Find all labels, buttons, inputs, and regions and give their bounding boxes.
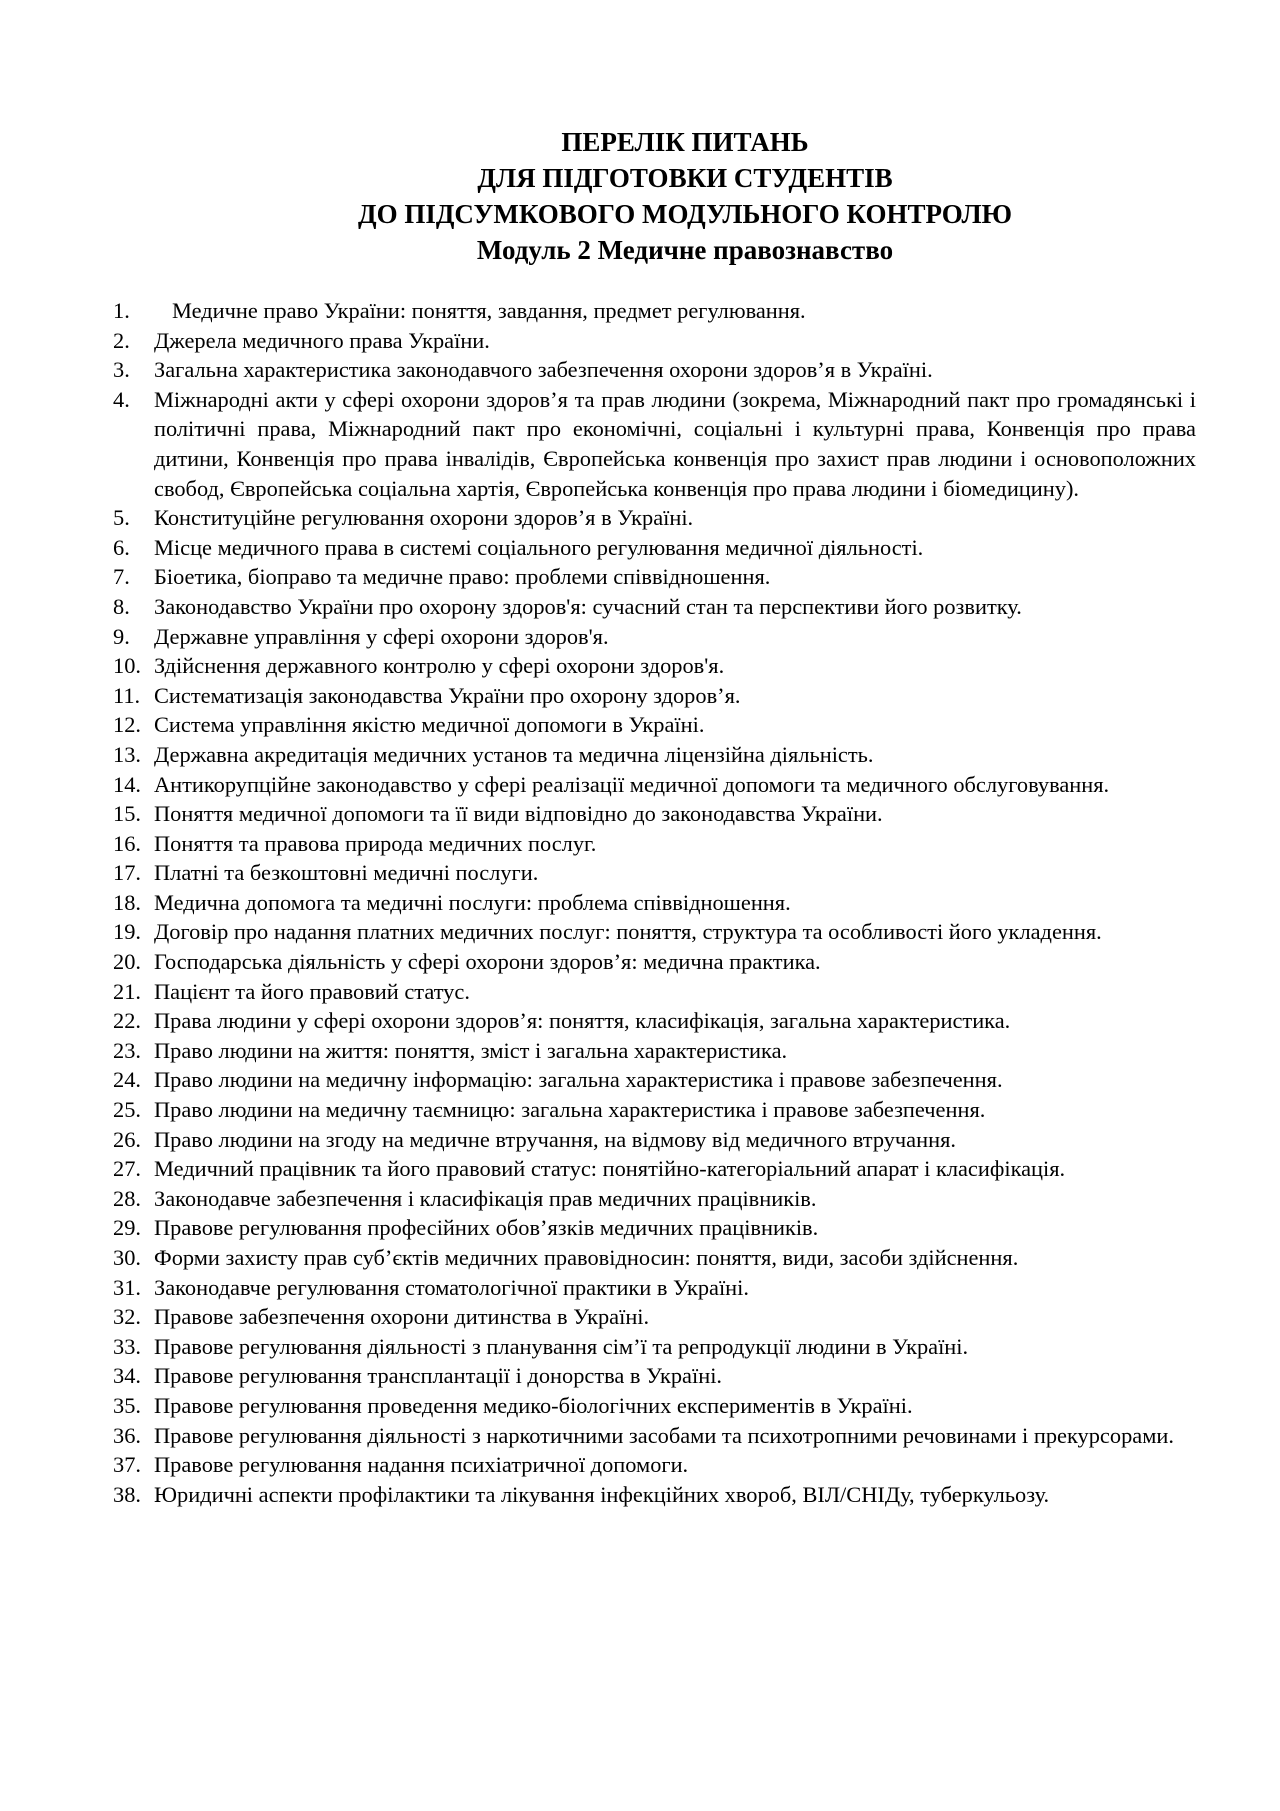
question-number: 18.	[113, 889, 141, 915]
question-item	[113, 1125, 1196, 1155]
question-item	[113, 710, 1196, 740]
question-text: Здійснення державного контролю у сфері охорони здоров'я.	[154, 653, 725, 679]
question-item	[113, 947, 1196, 977]
question-item	[113, 326, 1196, 356]
module-subtitle: Модуль 2 Медичне правознавство	[476, 235, 894, 265]
question-item	[113, 385, 1196, 503]
question-item	[113, 1243, 1196, 1273]
question-number: 24.	[113, 1067, 141, 1093]
question-text: Система управління якістю медичної допомоги в Україні.	[154, 712, 705, 738]
question-number: 9.	[113, 623, 130, 649]
question-number: 26.	[113, 1126, 141, 1152]
question-text: Правове регулювання діяльності з наркотичними засобами та психотропними речовинами і прекурсорами.	[154, 1422, 1174, 1448]
question-item	[113, 1006, 1196, 1036]
question-number: 12.	[113, 712, 141, 738]
question-number: 22.	[113, 1008, 141, 1034]
question-item	[113, 1095, 1196, 1125]
question-number: 17.	[113, 860, 141, 886]
question-text: Договір про надання платних медичних послуг: поняття, структура та особливості його укладення.	[154, 919, 1102, 945]
question-number: 38.	[113, 1481, 141, 1507]
question-text: Господарська діяльність у сфері охорони здоров’я: медична практика.	[154, 949, 821, 975]
question-number: 33.	[113, 1333, 141, 1359]
question-item	[113, 1361, 1196, 1391]
question-number: 8.	[113, 593, 130, 619]
question-item	[113, 651, 1196, 681]
question-item	[113, 533, 1196, 563]
question-item	[113, 1332, 1196, 1362]
question-number: 20.	[113, 949, 141, 975]
question-item	[113, 681, 1196, 711]
question-text: Джерела медичного права України.	[154, 327, 490, 353]
question-item	[113, 1273, 1196, 1303]
question-text: Поняття медичної допомоги та її види відповідно до законодавства України.	[154, 801, 883, 827]
question-item	[113, 1213, 1196, 1243]
question-number: 36.	[113, 1422, 141, 1448]
question-number: 28.	[113, 1185, 141, 1211]
question-item	[113, 622, 1196, 652]
document-heading	[0, 124, 1280, 268]
question-text: Юридичні аспекти профілактики та лікування інфекційних хвороб, ВІЛ/СНІДу, туберкульозу.	[154, 1481, 1050, 1507]
question-text: Платні та безкоштовні медичні послуги.	[154, 860, 539, 886]
question-item	[113, 858, 1196, 888]
question-text: Право людини на медичну таємницю: загальна характеристика і правове забезпечення.	[154, 1097, 986, 1123]
question-item	[113, 829, 1196, 859]
question-text: Правове регулювання проведення медико-біологічних експериментів в Україні.	[154, 1392, 913, 1418]
question-item	[113, 770, 1196, 800]
question-text: Медичний працівник та його правовий статус: понятійно-категоріальний апарат і класифікація.	[154, 1156, 1066, 1182]
question-text: Медична допомога та медичні послуги: проблема співвідношення.	[154, 889, 791, 915]
question-text: Місце медичного права в системі соціального регулювання медичної діяльності.	[154, 534, 924, 560]
question-item	[113, 888, 1196, 918]
question-number: 4.	[113, 386, 130, 412]
question-number: 2.	[113, 327, 130, 353]
question-text: Медичне право України: поняття, завдання, предмет регулювання.	[172, 298, 806, 323]
question-text: Загальна характеристика законодавчого забезпечення охорони здоров’я в Україні.	[154, 357, 933, 383]
question-number: 21.	[113, 978, 141, 1004]
question-text: Законодавче регулювання стоматологічної практики в Україні.	[154, 1274, 749, 1300]
question-item	[113, 977, 1196, 1007]
question-text: Систематизація законодавства України про охорону здоров’я.	[154, 682, 741, 708]
question-item	[113, 1036, 1196, 1066]
question-text: Право людини на життя: поняття, зміст і загальна характеристика.	[154, 1037, 788, 1063]
question-item	[113, 1154, 1196, 1184]
question-text: Права людини у сфері охорони здоров’я: поняття, класифікація, загальна характеристика.	[154, 1008, 1011, 1034]
question-item	[113, 503, 1196, 533]
question-number: 3.	[113, 357, 130, 383]
question-text: Законодавче забезпечення і класифікація прав медичних працівників.	[154, 1185, 817, 1211]
question-number: 35.	[113, 1392, 141, 1418]
question-text: Законодавство України про охорону здоров'я: сучасний стан та перспективи його розвитку.	[154, 593, 1022, 619]
question-text: Правове регулювання трансплантації і донорства в Україні.	[154, 1363, 723, 1389]
question-text: Правове регулювання професійних обов’язків медичних працівників.	[154, 1215, 819, 1241]
question-number: 29.	[113, 1215, 141, 1241]
question-number: 6.	[113, 534, 130, 560]
question-item	[113, 1480, 1196, 1510]
question-item	[113, 1184, 1196, 1214]
question-text: Поняття та правова природа медичних послуг.	[154, 830, 597, 856]
question-number: 16.	[113, 830, 141, 856]
question-text: Пацієнт та його правовий статус.	[154, 978, 470, 1004]
question-text: Право людини на згоду на медичне втручання, на відмову від медичного втручання.	[154, 1126, 956, 1152]
question-text: Форми захисту прав суб’єктів медичних правовідносин: поняття, види, засоби здійснення.	[154, 1245, 1019, 1270]
question-item	[113, 1065, 1196, 1095]
question-item	[113, 1421, 1196, 1451]
question-item	[113, 562, 1196, 592]
question-text: Біоетика, біоправо та медичне право: проблеми співвідношення.	[154, 564, 771, 590]
question-text: Антикорупційне законодавство у сфері реалізації медичної допомоги та медичного обслуговування.	[154, 771, 1110, 797]
question-text: Державна акредитація медичних установ та медична ліцензійна діяльність.	[154, 741, 874, 767]
question-number: 37.	[113, 1452, 141, 1478]
question-text: Державне управління у сфері охорони здоров'я.	[154, 623, 609, 649]
question-item	[113, 799, 1196, 829]
heading-line-3: ДО ПІДСУМКОВОГО МОДУЛЬНОГО КОНТРОЛЮ	[358, 199, 1012, 229]
question-text: Правове забезпечення охорони дитинства в Україні.	[154, 1304, 650, 1330]
question-text: Правове регулювання діяльності з планування сім’ї та репродукції людини в Україні.	[154, 1333, 969, 1359]
question-number: 32.	[113, 1304, 141, 1330]
question-number: 1.	[113, 298, 130, 323]
question-number: 34.	[113, 1363, 141, 1389]
question-item	[113, 1391, 1196, 1421]
question-text: Право людини на медичну інформацію: загальна характеристика і правове забезпечення.	[154, 1067, 1003, 1093]
question-number: 31.	[113, 1274, 141, 1300]
question-number: 27.	[113, 1156, 141, 1182]
question-number: 13.	[113, 741, 141, 767]
question-item	[113, 740, 1196, 770]
heading-line-1: ПЕРЕЛІК ПИТАНЬ	[561, 127, 809, 157]
question-number: 25.	[113, 1097, 141, 1123]
question-item	[113, 296, 1196, 326]
question-number: 30.	[113, 1245, 141, 1270]
question-number: 15.	[113, 801, 141, 827]
question-number: 14.	[113, 771, 141, 797]
question-item	[113, 355, 1196, 385]
question-text: Міжнародні акти у сфері охорони здоров’я та прав людини (зокрема, Міжнародний пакт про громадянські і політичні права, Міжнародний пакт про економічні, соціальні і культурні права, Конвенція про права дитини, Конвенція про права інвалідів, Європейська конвенція про захист прав людини і основоположних свобод, Європейська соціальна хартія, Європейська конвенція про права людини і біомедицину).	[154, 386, 1196, 501]
question-number: 11.	[113, 682, 141, 708]
question-number: 5.	[113, 505, 130, 531]
question-list	[113, 296, 1196, 1509]
question-number: 19.	[113, 919, 141, 945]
heading-line-2: ДЛЯ ПІДГОТОВКИ СТУДЕНТІВ	[477, 163, 893, 193]
question-item	[113, 592, 1196, 622]
question-item	[113, 1450, 1196, 1480]
question-item	[113, 1302, 1196, 1332]
question-number: 23.	[113, 1037, 141, 1063]
question-number: 7.	[113, 564, 130, 590]
question-number: 10.	[113, 653, 141, 679]
question-item	[113, 917, 1196, 947]
question-text: Правове регулювання надання психіатричної допомоги.	[154, 1452, 689, 1478]
question-text: Конституційне регулювання охорони здоров’я в Україні.	[154, 505, 694, 531]
